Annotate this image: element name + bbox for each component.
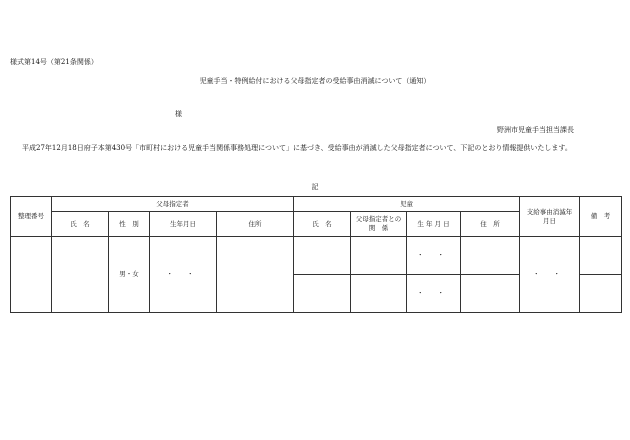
header-fubo-shiteisha: 父母指定者 bbox=[52, 197, 294, 212]
cell-jido-birth: ・ ・ bbox=[407, 275, 461, 313]
header-row-1 bbox=[11, 197, 622, 212]
cell-jido-address bbox=[461, 275, 520, 313]
cell-jiyu-date: ・ ・ bbox=[520, 237, 580, 313]
form-number: 様式第14号（第21条関係） bbox=[10, 58, 98, 66]
cell-jido-name bbox=[294, 275, 351, 313]
header-jido: 児童 bbox=[294, 197, 520, 212]
header-jido-name: 氏 名 bbox=[294, 212, 351, 237]
cell-fubo-address bbox=[217, 237, 294, 313]
cell-fubo-name bbox=[52, 237, 109, 313]
cell-jido-relation bbox=[351, 275, 407, 313]
table-row bbox=[11, 237, 622, 275]
document-title: 児童手当・特例給付における父母指定者の受給事由消滅について（通知） bbox=[199, 77, 431, 85]
header-fubo-birth: 生年月日 bbox=[150, 212, 217, 237]
cell-jido-birth: ・ ・ bbox=[407, 237, 461, 275]
header-fubo-address: 住所 bbox=[217, 212, 294, 237]
sender-name: 野洲市児童手当担当課長 bbox=[497, 126, 574, 134]
cell-biko bbox=[580, 275, 622, 313]
header-jido-relation: 父母指定者との 関 係 bbox=[351, 212, 407, 237]
header-fubo-name: 氏 名 bbox=[52, 212, 109, 237]
notice-table bbox=[10, 196, 622, 313]
addressee-suffix: 様 bbox=[175, 110, 182, 118]
cell-fubo-sex: 男・女 bbox=[109, 237, 150, 313]
cell-jido-relation bbox=[351, 237, 407, 275]
body-paragraph: 平成27年12月18日府子本第430号「市町村における児童手当関係事務処理について」に基づき、受給事由が消滅した父母指定者について、下記のとおり情報提供いたします。 bbox=[22, 144, 572, 152]
cell-fubo-birth: ・ ・ bbox=[150, 237, 217, 313]
ki-label: 記 bbox=[311, 183, 319, 191]
header-biko: 備 考 bbox=[580, 197, 622, 237]
header-fubo-sex: 性 別 bbox=[109, 212, 150, 237]
header-jiyu-shometsu: 支給事由消滅年月日 bbox=[520, 197, 580, 237]
cell-biko bbox=[580, 237, 622, 275]
cell-seiri-bango bbox=[11, 237, 52, 313]
header-jido-address: 住 所 bbox=[461, 212, 520, 237]
cell-jido-address bbox=[461, 237, 520, 275]
cell-jido-name bbox=[294, 237, 351, 275]
header-seiri-bango: 整理番号 bbox=[11, 197, 52, 237]
header-jido-birth: 生 年 月 日 bbox=[407, 212, 461, 237]
